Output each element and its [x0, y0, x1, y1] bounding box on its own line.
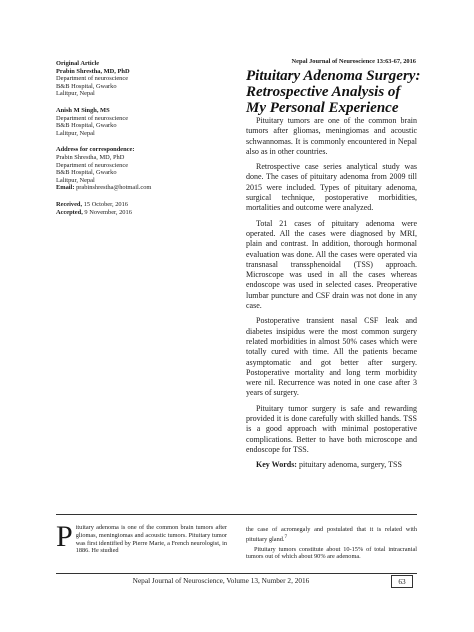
correspondence-line: Department of neuroscience — [56, 161, 129, 169]
author1-affiliation-line: Lalitpur, Nepal — [56, 90, 95, 98]
correspondence-label: Address for correspondence: — [56, 146, 135, 154]
page-number: 63 — [391, 575, 413, 588]
section-divider — [56, 514, 417, 515]
abstract-paragraph: Pituitary tumor surgery is safe and rewarding provided it is done carefully with skilled hands. TSS is a good approach with minimal postoperative complications. Better to have both microscope and endoscope for TSS. — [246, 403, 417, 454]
article-title: Pituitary Adenoma Surgery: Retrospective Analysis of My Personal Experience — [246, 68, 421, 116]
journal-reference: Nepal Journal of Neuroscience 13:63-67, 2016 — [291, 58, 416, 65]
author2-name: Anish M Singh, MS — [56, 106, 110, 114]
abstract — [246, 116, 417, 476]
footer-divider — [56, 573, 417, 574]
received-label: Received, — [56, 200, 83, 208]
received-row — [56, 201, 226, 209]
author2-affiliation-line: Lalitpur, Nepal — [56, 129, 95, 137]
email-row — [56, 184, 226, 192]
author1-name: Prabin Shrestha, MD, PhD — [56, 67, 130, 75]
footer-journal-info: Nepal Journal of Neuroscience, Volume 13, Number 2, 2016 — [132, 576, 310, 585]
correspondence-line: B&B Hospital, Gwarko — [56, 169, 117, 177]
received-date: 15 October, 2016 — [83, 200, 128, 208]
email-link[interactable]: prabinshrestha@hotmail.com — [76, 184, 152, 192]
intro-right-column — [246, 526, 417, 563]
intro-right-paragraph — [246, 526, 417, 544]
keywords-text: pituitary adenoma, surgery, TSS — [298, 460, 402, 470]
abstract-paragraph: Total 21 cases of pituitary adenoma were operated. All the cases were diagnosed by MRI, plain and contrast. In addition, thorough hormonal evaluation was done. All the cases were operated via transnasal transsphenoidal (TSS) approach. Microscope was used in all the cases whereas endoscope was used in selected cases. Preoperative lumbar puncture and CSF drain was not done in any case. — [246, 218, 417, 311]
author2-affiliation-line: Department of neuroscience — [56, 114, 129, 122]
author1-affiliation-line: B&B Hospital, Gwarko — [56, 82, 117, 90]
author2-affiliation-line: B&B Hospital, Gwarko — [56, 122, 117, 130]
accepted-label: Accepted, — [56, 208, 83, 216]
intro-right-text: the case of acromegaly and postulated that it is related with pituitary gland. — [246, 526, 417, 543]
intro-right-paragraph: Pituitary tumors constitute about 10-15% of total intracranial tumors out of which about 90% are adenoma. — [246, 545, 417, 561]
accepted-row — [56, 209, 226, 217]
drop-cap: P — [56, 520, 73, 553]
intro-left-column — [56, 520, 227, 555]
article-type: Original Article — [56, 60, 100, 67]
abstract-paragraph: Postoperative transient nasal CSF leak and diabetes insipidus were the most common surgery related morbidities in almost 50% cases which were totally cured with time. All the patients became asymptomatic and got better after surgery. Postoperative mortality and long term morbidity were nil. Recurrence was noted in one case after 3 years of surgery. — [246, 316, 417, 398]
citation-superscript: 7 — [284, 533, 288, 540]
correspondence-line: Lalitpur, Nepal — [56, 176, 95, 184]
author-info-sidebar — [56, 60, 226, 216]
keywords-paragraph — [246, 460, 417, 470]
abstract-paragraph: Retrospective case series analytical study was done. The cases of pituitary adenoma from 2009 till 2015 were included. Types of pituitary adenoma, surgical technique, postoperative morbidities, mortalities and outcome were analyzed. — [246, 162, 417, 213]
accepted-date: 9 November, 2016 — [84, 208, 132, 216]
author1-affiliation-line: Department of neuroscience — [56, 75, 129, 83]
abstract-paragraph: Pituitary tumors are one of the common brain tumors after gliomas, meningiomas and acoustic schwannomas. It is commonly encountered in Nepal also as in other countries. — [246, 116, 417, 156]
intro-left-text: ituitary adenoma is one of the common brain tumors after gliomas, meningiomas and acoustic tumors. Pituitary tumor was first identified by Pierre Marie, a French neurologist, in 1886. He studied — [75, 524, 227, 555]
keywords-label: Key Words: — [256, 460, 297, 470]
correspondence-line: Prabin Shrestha, MD, PhD — [56, 153, 125, 161]
email-label: Email: — [56, 184, 75, 192]
